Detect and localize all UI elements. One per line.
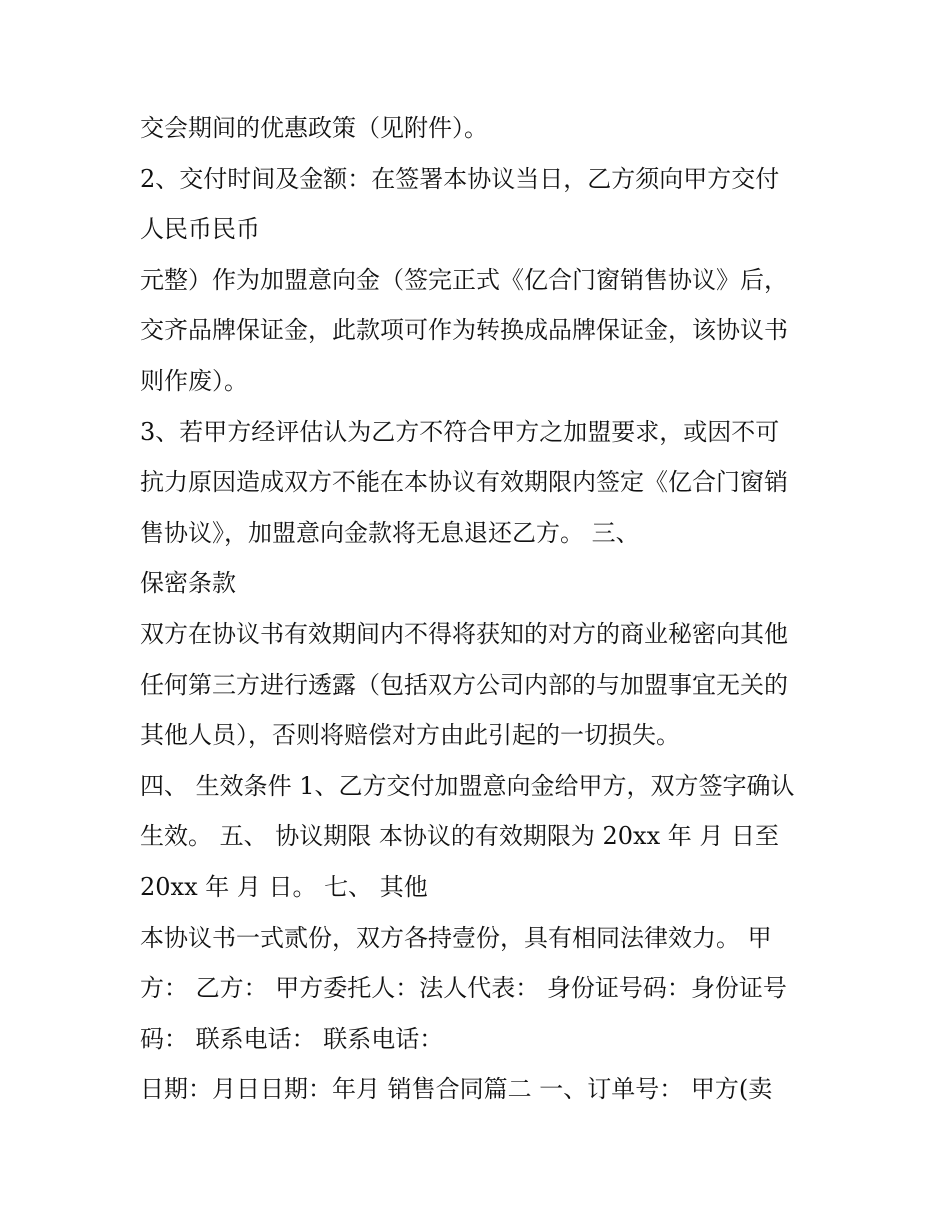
- text-line: 20xx 年 月 日。 七、 其他: [140, 872, 428, 901]
- text-line: 2、交付时间及金额：在签署本协议当日，乙方须向甲方交付: [140, 164, 780, 193]
- text-line: 双方在协议书有效期间内不得将获知的对方的商业秘密向其他: [140, 619, 788, 648]
- text-line: 四、 生效条件 1、乙方交付加盟意向金给甲方，双方签字确认: [140, 771, 795, 800]
- text-line: 日期：月日日期：年月 销售合同篇二 一、订单号： 甲方(卖: [140, 1075, 773, 1104]
- text-line: 生效。 五、 协议期限 本协议的有效期限为 20xx 年 月 日至: [140, 822, 780, 851]
- text-line: 则作废）。: [140, 366, 248, 395]
- text-line: 交会期间的优惠政策（见附件）。: [140, 114, 488, 142]
- text-line: 码： 联系电话： 联系电话：: [140, 1024, 444, 1053]
- text-line: 3、若甲方经评估认为乙方不符合甲方之加盟要求，或因不可: [140, 417, 780, 446]
- text-line: 售协议》，加盟意向金款将无息退还乙方。 三、: [140, 518, 640, 547]
- document-body: [140, 103, 830, 1115]
- text-line: 元整）作为加盟意向金（签完正式《亿合门窗销售协议》后，: [140, 265, 788, 294]
- text-line: 交齐品牌保证金，此款项可作为转换成品牌保证金，该协议书: [140, 316, 788, 345]
- text-line: 抗力原因造成双方不能在本协议有效期限内签定《亿合门窗销: [140, 468, 788, 497]
- text-line: 任何第三方进行透露（包括双方公司内部的与加盟事宜无关的: [140, 670, 788, 699]
- text-line: 人民币民币: [140, 215, 260, 244]
- section-heading: 保密条款: [140, 569, 236, 598]
- text-line: 方： 乙方： 甲方委托人：法人代表： 身份证号码：身份证号: [140, 974, 787, 1003]
- text-line: 本协议书一式贰份，双方各持壹份，具有相同法律效力。 甲: [140, 923, 772, 952]
- text-line: 其他人员），否则将赔偿对方由此引起的一切损失。: [140, 721, 680, 750]
